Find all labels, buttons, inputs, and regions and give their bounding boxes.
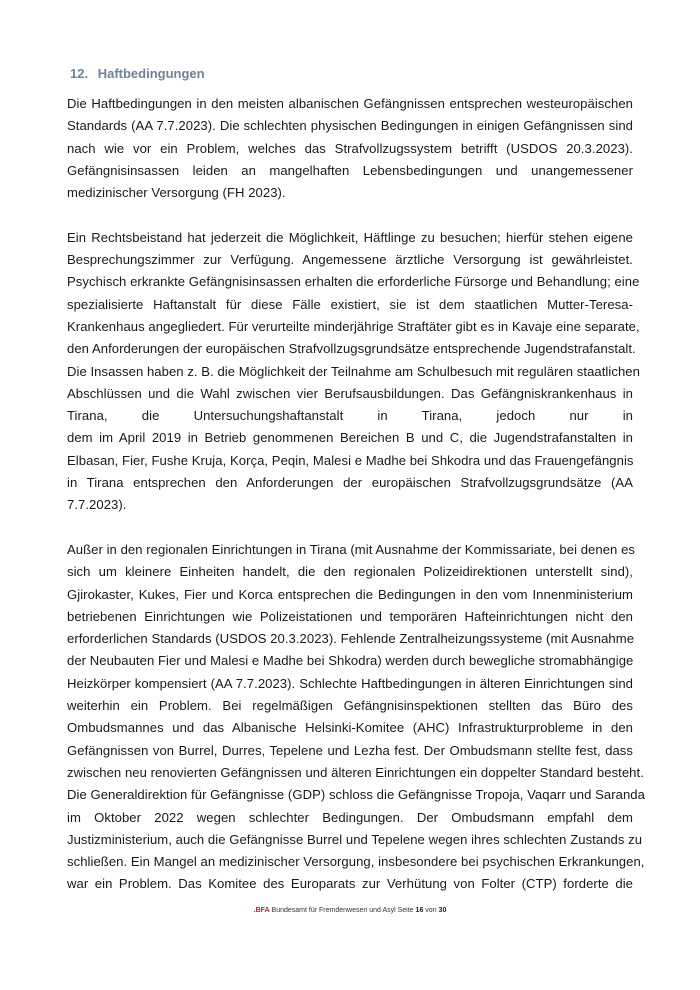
body-text <box>67 93 645 896</box>
text-line: 7.7.2023). <box>67 497 127 513</box>
text-line: Standards (AA 7.7.2023). Die schlechten physischen Bedingungen in einigen Gefängnissen sind <box>67 118 633 134</box>
text-line: Ombudsmannes und das Albanische Helsinki-Komitee (AHC) Infrastrukturprobleme in den <box>67 720 633 736</box>
text-line: sich um kleinere Einheiten handelt, die den regionalen Polizeidirektionen unterstellt sind), <box>67 564 633 580</box>
text-line: Die Generaldirektion für Gefängnisse (GDP) schloss die Gefängnisse Tropoja, Vaqarr und Saranda <box>67 787 645 803</box>
text-line: Gjirokaster, Kukes, Fier und Korca entsprechen die Bedingungen in den vom Innenministerium <box>67 586 633 602</box>
text-line: Krankenhaus angegliedert. Für verurteilte minderjährige Straftäter gibt es in Kavaje eine separate, <box>67 318 640 334</box>
text-line: Psychisch erkrankte Gefängnisinsassen erhalten die erforderliche Fürsorge und Behandlung; eine <box>67 274 640 290</box>
paragraph <box>67 539 645 896</box>
text-line: Gefängnisinsassen leiden an mangelhaften Lebensbedingungen und unangemessener <box>67 162 633 178</box>
text-line: Außer in den regionalen Einrichtungen in Tirana (mit Ausnahme der Kommissariate, bei denen es <box>67 541 635 557</box>
text-line: der Neubauten Fier und Malesi e Madhe bei Shkodra) werden durch bewegliche stromabhängige <box>67 653 634 669</box>
section-heading <box>70 64 633 84</box>
footer-org: Bundesamt für Fremdenwesen und Asyl <box>271 907 396 914</box>
page-footer <box>0 907 700 914</box>
text-line: nach wie vor ein Problem, welches das Strafvollzugssystem betrifft (USDOS 20.3.2023). <box>67 140 633 156</box>
paragraph <box>67 227 640 517</box>
text-line: Heizkörper kompensiert (AA 7.7.2023). Schlechte Haftbedingungen in älteren Einrichtungen sind <box>67 675 633 691</box>
text-line: Tirana, die Untersuchungshaftanstalt in Tirana, jedoch nur in <box>67 408 633 424</box>
text-line: Abschlüssen und die Wahl zwischen vier Berufsausbildungen. Das Gefängniskrankenhaus in <box>67 385 633 401</box>
text-line: den Anforderungen der europäischen Strafvollzugsgrundsätze entsprechende Jugendstrafanstalt. <box>67 341 636 357</box>
paragraph <box>67 93 633 204</box>
text-line: Ein Rechtsbeistand hat jederzeit die Möglichkeit, Häftlinge zu besuchen; hierfür stehen eigene <box>67 229 633 245</box>
text-line: spezialisierte Haftanstalt für diese Fälle existiert, sie ist dem staatlichen Mutter-Teresa- <box>67 296 633 312</box>
text-line: Elbasan, Fier, Fushe Kruja, Korça, Peqin, Malesi e Madhe bei Shkodra und das Frauengefängnis <box>67 452 634 468</box>
text-line: weiterhin ein Problem. Bei regelmäßigen Gefängnisinspektionen stellten das Büro des <box>67 698 633 714</box>
text-line: zwischen neu renovierten Gefängnissen und älteren Einrichtungen ein doppelter Standard besteht. <box>67 764 644 780</box>
text-line: medizinischer Versorgung (FH 2023). <box>67 185 286 201</box>
text-line: betriebenen Einrichtungen wie Polizeistationen und temporären Hafteinrichtungen nicht den <box>67 608 633 624</box>
bfa-logo: .BFA <box>253 907 270 914</box>
footer-page-current: 16 <box>415 907 424 914</box>
text-line: in Tirana entsprechen den Anforderungen der europäischen Strafvollzugsgrundsätze (AA <box>67 475 633 491</box>
text-line: Besprechungszimmer zur Verfügung. Angemessene ärztliche Versorgung ist gewährleistet. <box>67 252 633 268</box>
footer-page-total: 30 <box>438 907 447 914</box>
section-title: Haftbedingungen <box>97 66 205 81</box>
footer-page-label: Seite <box>397 907 414 914</box>
footer-of-label: von <box>425 907 437 914</box>
text-line: schließen. Ein Mangel an medizinischer Versorgung, insbesondere bei psychischen Erkrankungen, <box>67 854 645 870</box>
text-line: erforderlichen Standards (USDOS 20.3.2023). Fehlende Zentralheizungssysteme (mit Ausnahme <box>67 631 635 647</box>
text-line: war ein Problem. Das Komitee des Europarats zur Verhütung von Folter (CTP) forderte die <box>67 876 633 892</box>
section-number: 12. <box>70 66 89 81</box>
text-line: im Oktober 2022 wegen schlechter Bedingungen. Der Ombudsmann empfahl dem <box>67 809 633 825</box>
text-line: Gefängnissen von Burrel, Durres, Tepelene und Lezha fest. Der Ombudsmann stellte fest, dass <box>67 742 633 758</box>
text-line: Die Haftbedingungen in den meisten albanischen Gefängnissen entsprechen westeuropäischen <box>67 96 633 111</box>
text-line: dem im April 2019 in Betrieb genommenen Bereichen B und C, die Jugendstrafanstalten in <box>67 430 633 446</box>
text-line: Justizministerium, auch die Gefängnisse Burrel und Tepelene wegen ihres schlechten Zustands zu <box>67 831 643 847</box>
text-line: Die Insassen haben z. B. die Möglichkeit der Teilnahme am Schulbesuch mit regulären staatlichen <box>67 363 640 379</box>
document-page <box>67 64 645 918</box>
